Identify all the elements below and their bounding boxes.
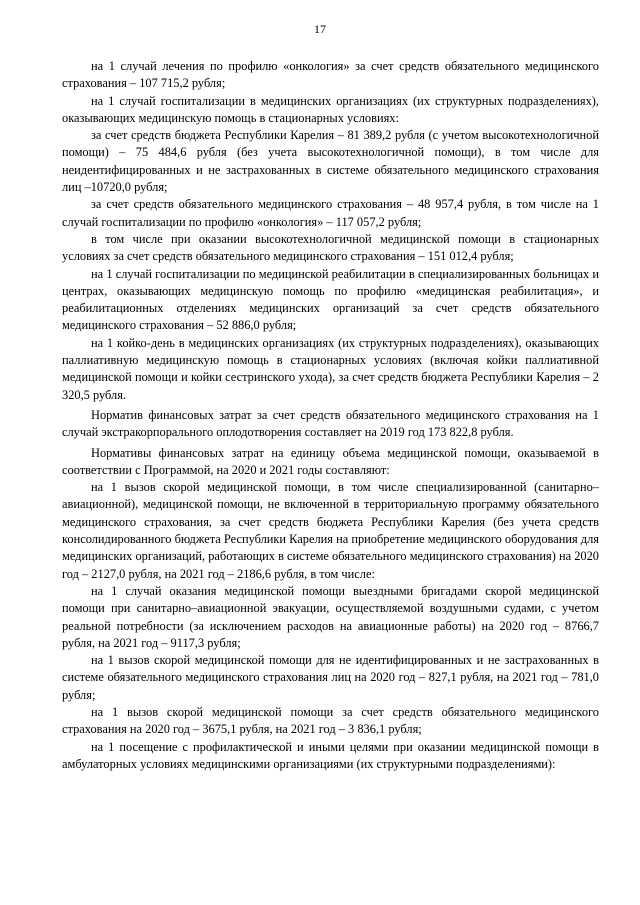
paragraph: Нормативы финансовых затрат на единицу объема медицинской помощи, оказываемой в соответствии с Программой, на 2020 и 2021 годы составляют:: [62, 445, 599, 477]
paragraph: на 1 случай госпитализации по медицинской реабилитации в специализированных больницах и центрах, оказывающих медицинскую помощь по профилю «медицинская реабилитация», и реабилитационных отделениях медицинских организаций за счет средств обязательного медицинского страхования – 52 886,0 рубля;: [62, 266, 599, 333]
paragraph: на 1 вызов скорой медицинской помощи для не идентифицированных и не застрахованных в системе обязательного медицинского страхования лиц на 2020 год – 827,1 рубля, на 2021 год – 781,0 рубля;: [62, 653, 599, 702]
paragraph: на 1 случай лечения по профилю «онкология» за счет средств обязательного медицинского страхования – 107 715,2 рубля;: [62, 59, 599, 91]
paragraph: на 1 посещение с профилактической и иными целями при оказании медицинской помощи в амбулаторных условиях медицинскими организациями (их структурными подразделениями):: [62, 739, 599, 771]
paragraph: на 1 койко-день в медицинских организациях (их структурных подразделениях), оказывающих паллиативную медицинскую помощь в стационарных условиях (включая койки паллиативной медицинской помощи и койки сестринского ухода), за счет средств бюджета Республики Карелия – 2 320,5 рубля.: [62, 335, 599, 402]
paragraph: на 1 случай госпитализации в медицинских организациях (их структурных подразделениях), оказывающих медицинскую помощь в стационарных условиях:: [62, 93, 599, 125]
document-body: [62, 58, 599, 773]
page-number: 17: [314, 22, 326, 36]
paragraph: за счет средств обязательного медицинского страхования – 48 957,4 рубля, в том числе на 1 случай госпитализации по профилю «онкология» – 117 057,2 рубля;: [62, 197, 599, 229]
paragraph: на 1 вызов скорой медицинской помощи, в том числе специализированной (санитарно–авиационной), медицинской помощи, не включенной в территориальную программу обязательного медицинского страхования, за счет средств бюджета Республики Карелия (без учета средств консолидированного бюджета Республики Карелия на приобретение медицинского оборудования для медицинских организаций, работающих в системе обязательного медицинского страхования) на 2020 год – 2127,0 рубля, на 2021 год – 2186,6 рубля, в том числе:: [62, 480, 599, 581]
paragraph: в том числе при оказании высокотехнологичной медицинской помощи в стационарных условиях за счет средств обязательного медицинского страхования – 151 012,4 рубля;: [62, 231, 599, 264]
paragraph: Норматив финансовых затрат за счет средств обязательного медицинского страхования на 1 случай экстракорпорального оплодотворения составляет на 2019 год 173 822,8 рубля.: [62, 407, 599, 440]
paragraph: на 1 вызов скорой медицинской помощи за счет средств обязательного медицинского страхования на 2020 год – 3675,1 рубля, на 2021 год – 3 836,1 рубля;: [62, 704, 599, 737]
paragraph: на 1 случай оказания медицинской помощи выездными бригадами скорой медицинской помощи при санитарно–авиационной эвакуации, осуществляемой воздушными судами, с учетом реальной потребности (за исключением расходов на авиационные работы) на 2020 год – 8766,7 рубля, на 2021 год – 9117,3 рубля;: [62, 583, 599, 650]
paragraph: за счет средств бюджета Республики Карелия – 81 389,2 рубля (с учетом высокотехнологичной помощи) – 75 484,6 рубля (без учета высокотехнологичной помощи), в том числе для неидентифицированных и не застрахованных в системе обязательного медицинского страхования лиц –10720,0 рубля;: [62, 128, 599, 195]
